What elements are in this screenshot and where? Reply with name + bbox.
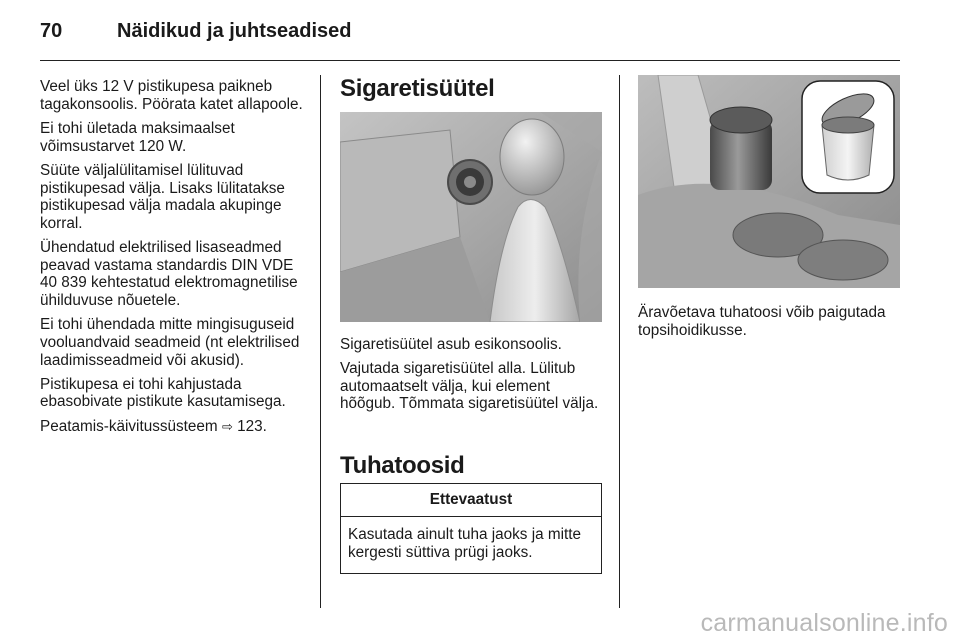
cross-reference-text: Peatamis-käivitussüsteem <box>40 417 218 435</box>
caution-box <box>340 483 602 574</box>
paragraph: Vajutada sigaretisüütel alla. Lülitub automaatselt välja, kui element hõõgub. Tõmmata sigaretisüütel välja. <box>340 360 599 413</box>
cigarette-lighter-illustration <box>340 112 602 322</box>
ashtray-illustration <box>638 75 900 288</box>
paragraph: Ei tohi ületada maksimaalset võimsustarvet 120 W. <box>40 119 235 155</box>
paragraph: Ei tohi ühendada mitte mingisuguseid vooluandvaid seadmeid (nt elektrilised laadimisseadmeid või akusid). <box>40 316 300 369</box>
caution-text: Kasutada ainult tuha jaoks ja mitte kergesti süttiva prügi jaoks. <box>348 526 581 561</box>
cross-reference[interactable] <box>40 418 312 436</box>
watermark: carmanualsonline.info <box>700 609 948 637</box>
paragraph: Süüte väljalülitamisel lülituvad pistikupesad välja. Lisaks lülitatakse pistikupesad välja madala akupinge korral. <box>40 161 285 232</box>
paragraph: Ühendatud elektrilised lisaseadmed peavad vastama standardis DIN VDE 40 839 kehtestatud elektromagnetilise ühilduvuse nõuetele. <box>40 239 298 309</box>
paragraph: Pistikupesa ei tohi kahjustada ebasobivate pistikute kasutamisega. <box>40 375 286 411</box>
paragraph: Äravõetava tuhatoosi võib paigutada topsihoidikusse. <box>638 304 886 339</box>
header-rule <box>40 60 900 61</box>
cigarette-lighter-photo <box>340 112 602 322</box>
caution-title: Ettevaatust <box>341 484 601 517</box>
column-divider-left <box>320 75 321 608</box>
cross-reference-page: 123. <box>237 417 267 435</box>
running-title: Näidikud ja juhtseadised <box>117 20 352 42</box>
section-heading-lighter: Sigaretisüütel <box>340 75 495 102</box>
paragraph: Veel üks 12 V pistikupesa paikneb tagakonsoolis. Pöörata katet allapoole. <box>40 78 303 113</box>
page-reference-arrow-icon: ⇨ <box>221 418 233 434</box>
paragraph: Sigaretisüütel asub esikonsoolis. <box>340 336 562 353</box>
page-number: 70 <box>40 20 63 42</box>
section-heading-ashtrays: Tuhatoosid <box>340 452 465 479</box>
column-divider-right <box>619 75 620 608</box>
ashtray-photo <box>638 75 900 288</box>
column-left <box>40 78 312 442</box>
column-middle <box>340 75 602 103</box>
